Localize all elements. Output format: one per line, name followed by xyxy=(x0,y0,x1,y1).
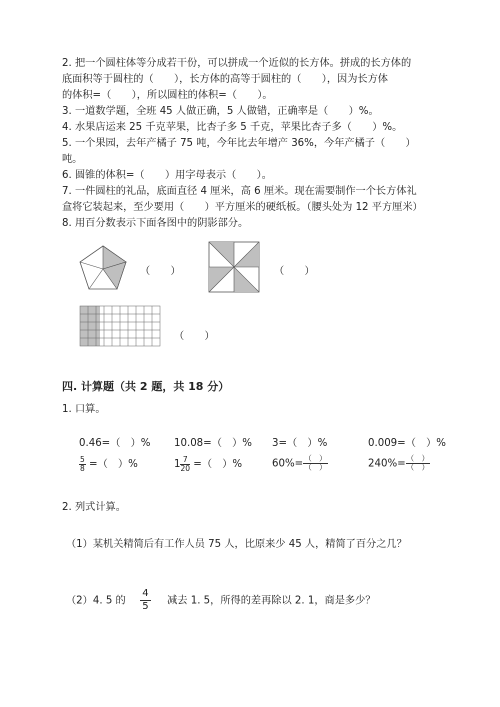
pentagon-answer: （ ） xyxy=(140,266,181,277)
calc-item: 0.009=（ ）% xyxy=(368,438,446,449)
calc-item: 1 $\frac{7}{20}$ =（ ）% xyxy=(174,454,243,473)
square-figure xyxy=(208,241,260,293)
calc-item: 60%= $\frac{( )}{( )}$ xyxy=(272,454,327,472)
problem-5-line-2: 吨。 xyxy=(62,154,83,165)
question-1-label: 1. 口算。 xyxy=(62,404,106,415)
fraction: $\frac{4}{5}$ xyxy=(142,588,149,612)
grid-figure xyxy=(79,305,161,347)
fraction: $\frac{( )}{( )}$ xyxy=(304,454,327,472)
problem-7-line-1: 7. 一件圆柱的礼品，底面直径 4 厘米，高 6 厘米。现在需要制作一个长方体礼 xyxy=(62,186,417,197)
calc-item: 0.46=（ ）% xyxy=(79,438,151,449)
problem-3: 3. 一道数学题，全班 45 人做正确，5 人做错，正确率是（ ）%。 xyxy=(62,106,379,117)
grid-answer: （ ） xyxy=(174,331,215,342)
section-4-title: 四. 计算题（共 2 题，共 18 分） xyxy=(62,380,230,393)
calc-item: 3=（ ）% xyxy=(272,438,328,449)
problem-7-line-2: 盒将它装起来，至少要用（ ）平方厘米的硬纸板。（腰头处为 12 平方厘米） xyxy=(62,202,423,213)
problem-2-2: （2）4. 5 的 $\frac{4}{5}$ 减去 1. 5，所得的差再除以 2. 1，商是多少？ xyxy=(66,588,376,612)
calc-item: 10.08=（ ）% xyxy=(174,438,252,449)
problem-2-1: （1）某机关精简后有工作人员 75 人，比原来少 45 人，精简了百分之几？ xyxy=(66,539,407,550)
problem-5-line-1: 5. 一个果园，去年产橘子 75 吨，今年比去年增产 36%，今年产橘子（ ） xyxy=(62,138,416,149)
problem-2-line-2: 底面积等于圆柱的（ ），长方体的高等于圆柱的（ ），因为长方体 xyxy=(62,74,388,85)
calc-item: 240%= $\frac{( )}{( )}$ xyxy=(368,454,430,472)
fraction: $\frac{5}{8}$ xyxy=(80,454,85,473)
calc-item: $\frac{5}{8}$ =（ ）% xyxy=(80,454,138,473)
fraction: $\frac{7}{20}$ xyxy=(180,454,191,473)
problem-2-line-1: 2. 把一个圆柱体等分成若干份，可以拼成一个近似的长方体。拼成的长方体的 xyxy=(62,58,412,69)
square-answer: （ ） xyxy=(274,266,315,277)
fraction: $\frac{( )}{( )}$ xyxy=(406,454,430,472)
problem-8: 8. 用百分数表示下面各图中的阴影部分。 xyxy=(62,218,249,229)
problem-2-line-3: 的体积=（ ），所以圆柱的体积=（ ）。 xyxy=(62,90,273,101)
problem-6: 6. 圆锥的体积=（ ）用字母表示（ ）。 xyxy=(62,170,272,181)
problem-4: 4. 水果店运来 25 千克苹果，比杏子多 5 千克，苹果比杏子多（ ）%。 xyxy=(62,122,403,133)
question-2-label: 2. 列式计算。 xyxy=(62,502,126,513)
pentagon-figure xyxy=(78,244,128,292)
